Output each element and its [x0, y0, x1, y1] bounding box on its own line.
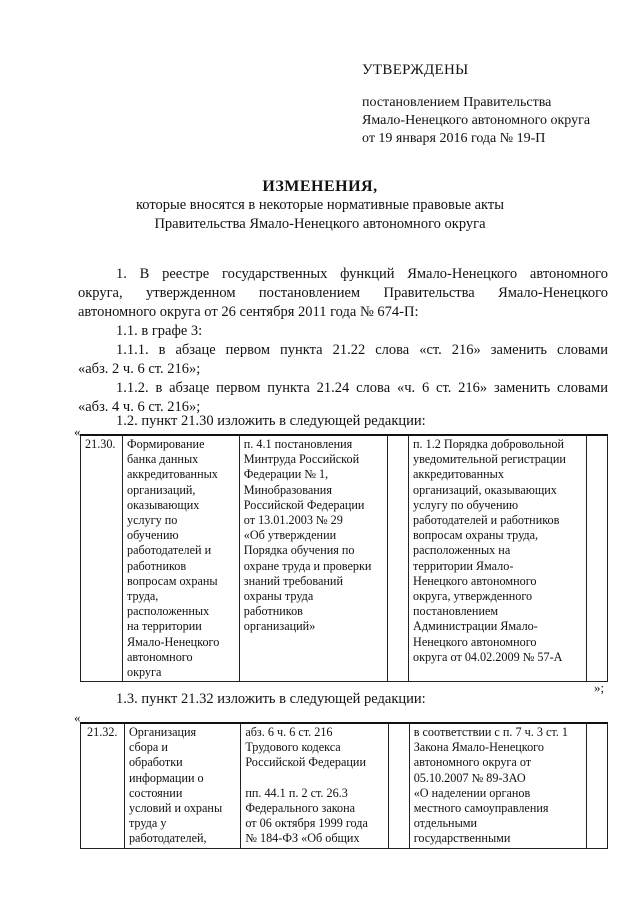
cell-line: № 184-ФЗ «Об общих	[245, 831, 360, 846]
cell-line: Российской Федерации	[245, 755, 366, 770]
cell-line: государственными	[413, 831, 511, 846]
table-cell-function	[122, 435, 239, 682]
table-21-30	[80, 434, 608, 682]
cell-line: абз. 6 ч. 6 ст. 216	[245, 725, 333, 739]
table-cell-empty	[587, 723, 608, 848]
cell-line: расположенных на	[413, 543, 511, 558]
cell-line: Федерации № 1,	[243, 467, 329, 482]
cell-line: работодателей и работников	[413, 513, 560, 528]
table-cell-basis	[241, 723, 389, 848]
subtitle-line: Правительства Ямало-Ненецкого автономного округа	[154, 216, 486, 232]
cell-line: Ямало-Ненецкого	[126, 634, 220, 649]
cell-line: работодателей,	[128, 831, 207, 846]
cell-line: организаций, оказывающих	[413, 482, 557, 497]
cell-line: работников	[126, 558, 187, 573]
paragraph-line: автономного округа от 26 сентября 2011 года № 674-П:	[78, 304, 419, 320]
table-cell-function	[124, 723, 240, 848]
cell-line: от 06 октября 1999 года	[245, 816, 368, 831]
cell-line: расположенных	[126, 604, 210, 619]
cell-line: Трудового кодекса	[245, 740, 341, 755]
cell-line: в соответствии с п. 7 ч. 3 ст. 1	[413, 725, 568, 739]
cell-line: Минобразования	[243, 482, 332, 497]
paragraph-line: 1. В реестре государственных функций Ямало-Ненецкого автономного	[116, 266, 608, 282]
cell-line: автономного округа от	[413, 755, 532, 770]
cell-line: Порядка обучения по	[243, 543, 355, 558]
cell-line: услугу по обучению	[413, 497, 519, 512]
paragraph-1-2: 1.2. пункт 21.30 изложить в следующей редакции:	[116, 413, 426, 429]
table-cell-empty	[388, 435, 409, 682]
cell-line: оказывающих	[126, 497, 200, 512]
decree-line: Ямало-Ненецкого автономного округа	[362, 113, 591, 128]
cell-line: организаций»	[243, 619, 316, 634]
decree-line: от 19 января 2016 года № 19-П	[362, 131, 546, 146]
cell-line: Администрации Ямало-	[413, 619, 538, 634]
quote-open: «	[74, 710, 81, 725]
cell-line: труда,	[126, 589, 159, 604]
cell-line: Ненецкого автономного	[413, 573, 537, 588]
table-cell-basis	[239, 435, 387, 682]
cell-line: Российской Федерации	[243, 497, 365, 512]
cell-line: аккредитованных	[126, 467, 218, 482]
table-row	[81, 723, 608, 848]
cell-line: условий и охраны	[128, 801, 223, 816]
cell-line: услугу по	[126, 513, 178, 528]
cell-line: постановлением	[413, 604, 499, 619]
cell-line: информации о	[128, 770, 204, 785]
cell-line: от 13.01.2003 № 29	[243, 513, 343, 528]
cell-line: сбора и	[128, 740, 168, 755]
paragraph-line: «абз. 4 ч. 6 ст. 216»;	[78, 399, 201, 415]
table-cell-number: 21.30.	[81, 435, 123, 682]
quote-open: «	[74, 424, 81, 439]
cell-line: вопросам охраны	[126, 573, 218, 588]
cell-line: отдельными	[413, 816, 477, 831]
quote-close: »;	[594, 680, 605, 695]
cell-line: Ненецкого автономного	[413, 634, 537, 649]
table-cell-procedure	[409, 723, 587, 848]
table-cell-procedure	[409, 435, 587, 682]
cell-line: п. 4.1 постановления	[243, 437, 353, 451]
cell-line: Закона Ямало-Ненецкого	[413, 740, 544, 755]
cell-line: знаний требований	[243, 573, 343, 588]
paragraph-line: «абз. 2 ч. 6 ст. 216»;	[78, 361, 201, 377]
table-cell-number: 21.32.	[81, 723, 125, 848]
paragraph-line: округа, утвержденном постановлением Правительства Ямало-Ненецкого	[78, 285, 608, 301]
cell-line: состоянии	[128, 785, 183, 800]
table-cell-empty	[388, 723, 409, 848]
cell-line: автономного	[126, 649, 193, 664]
cell-line: обучению	[126, 528, 179, 543]
table-21-32	[80, 722, 608, 849]
cell-line: «О наделении органов	[413, 785, 531, 800]
decree-line: постановлением Правительства	[362, 95, 552, 110]
paragraph-line: 1.1.2. в абзаце первом пункта 21.24 слова «ч. 6 ст. 216» заменить словами	[116, 380, 608, 396]
table-row	[81, 435, 608, 682]
cell-line: охране труда и проверки	[243, 558, 372, 573]
cell-line: пп. 44.1 п. 2 ст. 26.3	[245, 785, 348, 800]
cell-line: п. 1.2 Порядка добровольной	[413, 437, 564, 451]
cell-line: на территории	[126, 619, 202, 634]
cell-line: охраны труда	[243, 589, 314, 604]
cell-line: территории Ямало-	[413, 558, 514, 573]
cell-line: Минтруда Российской	[243, 452, 360, 467]
cell-line: местного самоуправления	[413, 801, 549, 816]
cell-line: уведомительной регистрации	[413, 452, 566, 467]
paragraph-1-3: 1.3. пункт 21.32 изложить в следующей редакции:	[116, 691, 426, 707]
cell-line: работников	[243, 604, 303, 619]
cell-line: Организация	[128, 725, 197, 739]
cell-line	[245, 771, 384, 786]
document-title: ИЗМЕНЕНИЯ,	[262, 178, 378, 195]
cell-line: округа	[126, 665, 162, 680]
cell-line: работодателей и	[126, 543, 212, 558]
cell-line: «Об утверждении	[243, 528, 337, 543]
cell-line: вопросам охраны труда,	[413, 528, 539, 543]
cell-line: округа от 04.02.2009 № 57-А	[413, 649, 563, 664]
cell-line: Формирование	[126, 437, 205, 451]
subtitle-line: которые вносятся в некоторые нормативные правовые акты	[135, 197, 504, 213]
paragraph-line: 1.1.1. в абзаце первом пункта 21.22 слова «ст. 216» заменить словами	[116, 342, 608, 358]
cell-line: Федерального закона	[245, 801, 356, 816]
cell-line: аккредитованных	[413, 467, 504, 482]
cell-line: округа, утвержденного	[413, 589, 533, 604]
approved-heading: УТВЕРЖДЕНЫ	[362, 62, 469, 78]
paragraph-1-1: 1.1. в графе 3:	[116, 323, 203, 339]
cell-line: труда у	[128, 816, 167, 831]
cell-line: организаций,	[126, 482, 196, 497]
cell-line: банка данных	[126, 452, 199, 467]
cell-line: обработки	[128, 755, 183, 770]
table-cell-empty	[587, 435, 608, 682]
cell-line: 05.10.2007 № 89-ЗАО	[413, 770, 526, 785]
